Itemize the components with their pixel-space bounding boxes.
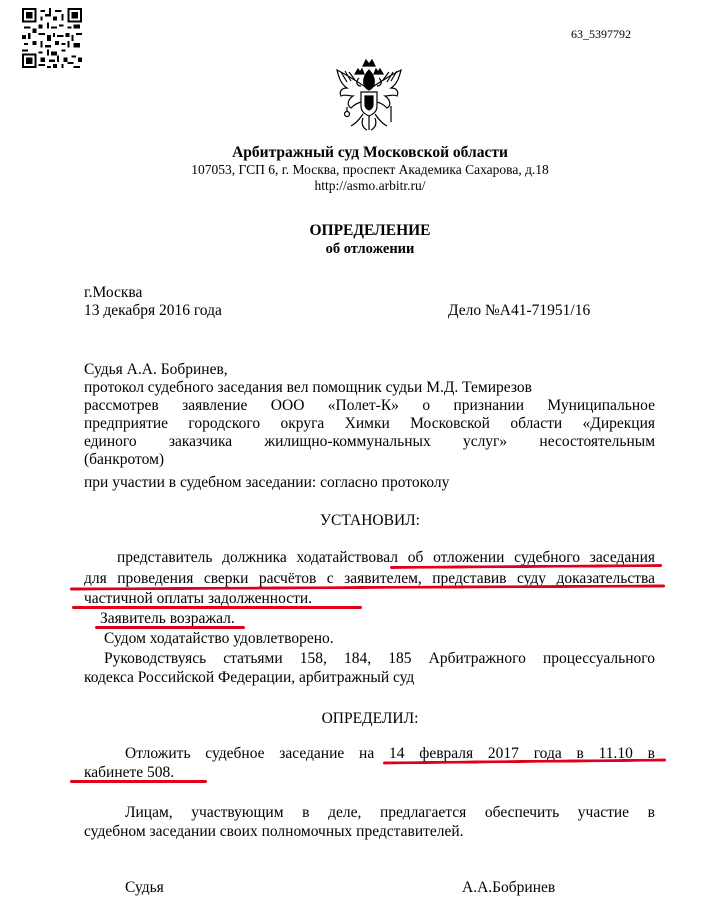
established-p4-line-2: кодекса Российской Федерации, арбитражный суд [84,669,415,686]
claim-line-1: рассмотрев заявление ООО «Полет-К» о признании Муниципальное [84,397,655,414]
established-heading: УСТАНОВИЛ: [320,512,420,529]
annotation-underline-1 [390,564,662,569]
document-number: 63_5397792 [571,27,631,41]
annotation-underline-3 [72,606,362,609]
decided-p2-line-2: судебном заседании своих полномочных представителей. [84,823,464,840]
court-name: Арбитражный суд Московской области [232,144,508,161]
case-number: Дело №А41-71951/16 [448,302,591,319]
signature-name: А.А.Бобринев [462,879,556,896]
city: г.Москва [84,284,143,301]
decision-date: 13 декабря 2016 года [84,302,222,319]
decided-p2-line-1: Лицам, участвующим в деле, предлагается обеспечить участие в [125,804,655,821]
document-subtitle: об отложении [325,241,415,257]
decided-p1-line-1: Отложить судебное заседание на 14 февраля 2017 года в 11.10 в [125,745,655,762]
annotation-underline-4 [95,626,245,629]
participants-line: при участии в судебном заседании: согласно протоколу [84,474,450,491]
coat-of-arms-icon [333,56,405,132]
established-p1-line-2: для проведения сверки расчётов с заявителем, представив суду доказательства [84,570,655,587]
judge-line: Судья А.А. Бобринев, [84,361,228,378]
qr-code [22,8,82,68]
document-title: ОПРЕДЕЛЕНИЕ [309,222,431,239]
claim-line-4: (банкротом) [84,451,165,468]
court-address: 107053, ГСП 6, г. Москва, проспект Академика Сахарова, д.18 [191,162,549,177]
established-p4-line-1: Руководствуясь статьями 158, 184, 185 Арбитражного процессуального [104,650,655,667]
decided-heading: ОПРЕДЕЛИЛ: [321,710,419,727]
decided-p1-line-2: кабинете 508. [84,764,175,781]
claim-line-3: единого заказчика жилищно-коммунальных услуг» несостоятельным [84,433,655,450]
established-p1-line-3: частичной оплаты задолженности. [84,590,313,607]
established-p2: Заявитель возражал. [100,610,235,627]
claim-line-2: предприятие городского округа Химки Московской области «Дирекция [84,415,655,432]
signature-role: Судья [125,879,164,896]
established-p3: Судом ходатайство удовлетворено. [104,630,334,647]
protocol-line: протокол судебного заседания вел помощник судьи М.Д. Темирезов [84,379,532,396]
annotation-underline-6 [70,780,207,783]
established-p1-line-1: представитель должника ходатайствовал об отложении судебного заседания [117,549,655,566]
court-website-link[interactable]: http://asmo.arbitr.ru/ [314,178,426,193]
